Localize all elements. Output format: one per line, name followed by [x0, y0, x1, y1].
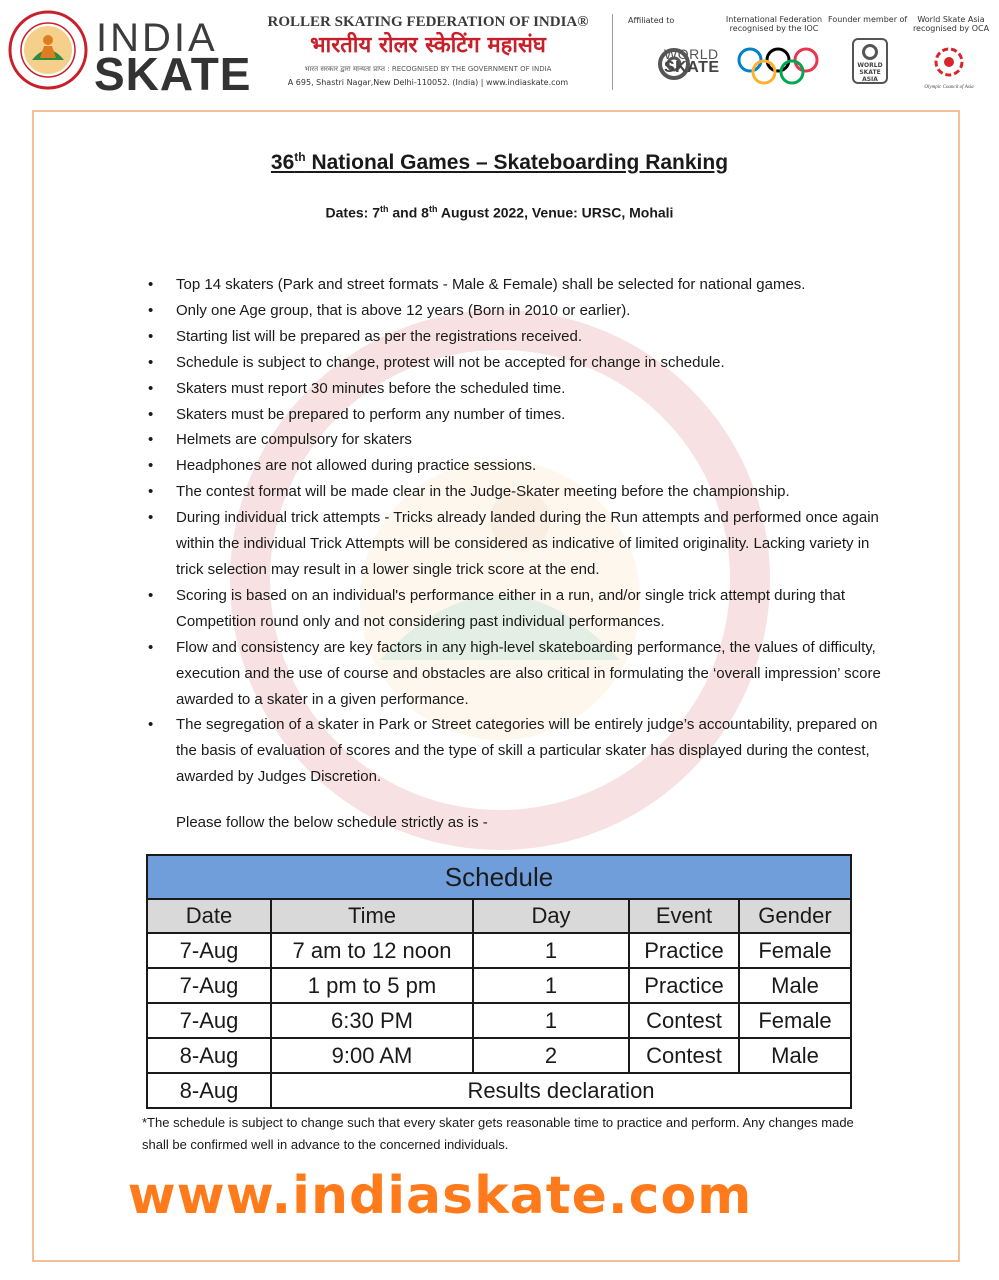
schedule-header-row [147, 899, 851, 933]
website-link[interactable]: www.indiaskate.com [127, 1166, 753, 1226]
brand-skate-text: SKATE [94, 48, 252, 100]
document-title [0, 150, 999, 175]
address-line: A 695, Shastri Nagar,New Delhi-110052. (India) | www.indiaskate.com [287, 78, 569, 87]
cell-day: 1 [473, 1003, 629, 1038]
cell-gender: Male [739, 1038, 851, 1073]
recognition-line: भारत सरकार द्वारा मान्यता प्राप्त : RECOGNISED BY THE GOVERNMENT OF INDIA [304, 65, 552, 73]
cell-time: 1 pm to 5 pm [271, 968, 473, 1003]
intl-federation-label: International Federation recognised by the IOC [725, 15, 823, 33]
rule-item: • Headphones are not allowed during practice sessions. [148, 453, 888, 479]
cell-time: 7 am to 12 noon [271, 933, 473, 968]
wsa-ring-icon [862, 44, 878, 60]
title-sup: th [294, 150, 306, 164]
rules-list [148, 272, 888, 790]
oca-caption: Olympic Council of Asia [924, 85, 974, 90]
dates-p3: August 2022, Venue: URSC, Mohali [437, 204, 674, 221]
rule-item: • The contest format will be made clear in the Judge-Skater meeting before the championship. [148, 479, 888, 505]
rule-item: • Skaters must be prepared to perform any number of times. [148, 402, 888, 428]
wsa-line1: WORLD [857, 62, 883, 69]
table-row [147, 1003, 851, 1038]
affiliated-label: Affiliated to [628, 16, 675, 25]
founder-label: Founder member of [828, 15, 908, 24]
schedule-table [146, 854, 852, 1109]
dates-venue-line [0, 204, 999, 221]
cell-date: 7-Aug [147, 1003, 271, 1038]
rule-item: • Scoring is based on an individual's performance either in a run, and/or single trick attempt during that Competition round only and not considering past individual performances. [148, 583, 888, 635]
title-rest: National Games – Skateboarding Ranking [305, 151, 729, 174]
cell-date: 7-Aug [147, 933, 271, 968]
cell-day: 2 [473, 1038, 629, 1073]
rule-item: • The segregation of a skater in Park or Street categories will be entirely judge’s accountability, prepared on the basis of evaluation of scores and the type of skill a particular skater has displayed during the contest, awarded by Judges Discretion. [148, 712, 888, 790]
col-header-time: Time [271, 899, 473, 933]
rule-item: • Starting list will be prepared as per the registrations received. [148, 324, 888, 350]
col-header-date: Date [147, 899, 271, 933]
header-divider [612, 14, 613, 90]
cell-event: Contest [629, 1003, 739, 1038]
col-header-event: Event [629, 899, 739, 933]
rule-item: • Schedule is subject to change, protest will not be accepted for change in schedule. [148, 350, 888, 376]
cell-date: 7-Aug [147, 968, 271, 1003]
cell-day: 1 [473, 968, 629, 1003]
dates-p2: and 8 [388, 204, 429, 221]
world-skate-text [664, 47, 720, 75]
schedule-footnote: *The schedule is subject to change such that every skater gets reasonable time to practice and perform. Any changes made shall be confirmed well in advance to the concerned individuals. [142, 1115, 854, 1152]
letterhead [0, 0, 999, 100]
cell-event: Contest [629, 1038, 739, 1073]
oca-logo [924, 42, 974, 92]
federation-name: ROLLER SKATING FEDERATION OF INDIA® [267, 14, 589, 30]
cell-gender: Female [739, 1003, 851, 1038]
olympic-rings-logo [736, 46, 820, 86]
rule-item: • Flow and consistency are key factors in any high-level skateboarding performance, the values of difficulty, execution and the use of course and obstacles are also critical in formulating the ‘overall impression’ score awarded to a skater in a given performance. [148, 635, 888, 713]
rule-item: • During individual trick attempts - Tricks already landed during the Run attempts and performed once again within the individual Trick Attempts will be considered as indicative of limited originality. Lacking variety in trick selection may result in a lower single trick score at the end. [148, 505, 888, 583]
cell-time: 6:30 PM [271, 1003, 473, 1038]
cell-date: 8-Aug [147, 1073, 271, 1108]
table-row [147, 1038, 851, 1073]
cell-gender: Male [739, 968, 851, 1003]
dates-sup1: th [380, 204, 389, 214]
cell-time: 9:00 AM [271, 1038, 473, 1073]
oca-label: World Skate Asia recognised by OCA [912, 15, 990, 33]
cell-results-declaration: Results declaration [271, 1073, 851, 1108]
federation-name-hindi: भारतीय रोलर स्केटिंग महासंघ [310, 33, 546, 58]
cell-day: 1 [473, 933, 629, 968]
cell-gender: Female [739, 933, 851, 968]
rule-item: • Top 14 skaters (Park and street formats - Male & Female) shall be selected for national games. [148, 272, 888, 298]
table-row [147, 933, 851, 968]
title-prefix: 36 [270, 151, 295, 174]
table-row [147, 968, 851, 1003]
world-skate-line2: SKATE [664, 59, 720, 76]
schedule-caption: Schedule [147, 855, 851, 899]
federation-block [248, 14, 608, 87]
dates-p1: Dates: 7 [325, 204, 380, 221]
wsa-line3: ASIA [862, 76, 878, 83]
world-skate-asia-badge [852, 38, 888, 84]
wsa-line2: SKATE [859, 69, 881, 76]
rule-item: • Helmets are compulsory for skaters [148, 427, 888, 453]
federation-seal-logo [8, 10, 88, 90]
world-skate-line1: WORLD [664, 46, 719, 62]
table-row [147, 1073, 851, 1108]
cell-event: Practice [629, 968, 739, 1003]
col-header-day: Day [473, 899, 629, 933]
rule-item: • Only one Age group, that is above 12 years (Born in 2010 or earlier). [148, 298, 888, 324]
col-header-gender: Gender [739, 899, 851, 933]
dates-sup2: th [428, 204, 438, 214]
brand-india-text: INDIA [96, 16, 218, 60]
cell-event: Practice [629, 933, 739, 968]
follow-schedule-note: Please follow the below schedule strictly as is - [176, 814, 488, 831]
cell-date: 8-Aug [147, 1038, 271, 1073]
rule-item: • Skaters must report 30 minutes before the scheduled time. [148, 376, 888, 402]
